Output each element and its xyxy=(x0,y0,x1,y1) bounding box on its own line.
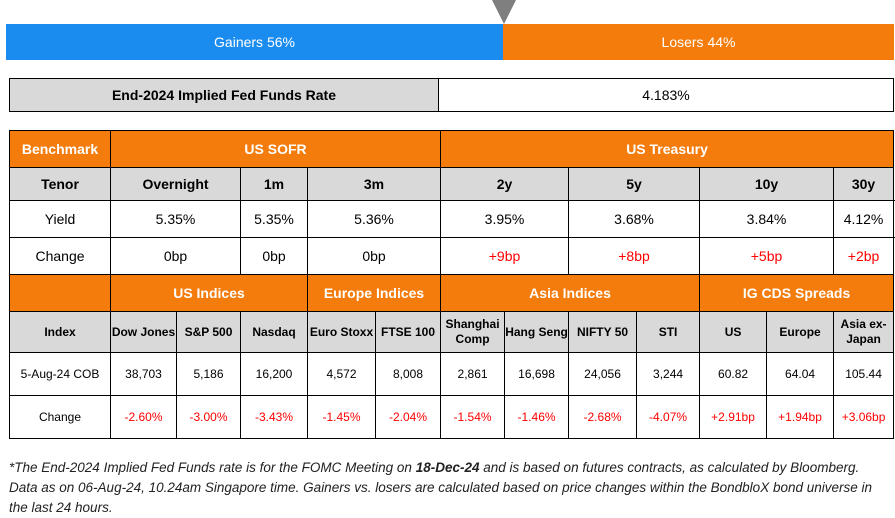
yield-3m: 5.36% xyxy=(308,201,441,238)
yield-30y: 4.12% xyxy=(834,201,894,238)
us-treasury-header: US Treasury xyxy=(441,131,894,168)
footnote-text-1: *The End-2024 Implied Fed Funds rate is for the FOMC Meeting on xyxy=(9,460,416,475)
index-hang-seng: Hang Seng xyxy=(505,312,569,353)
ig-cds-header: IG CDS Spreads xyxy=(700,275,894,312)
index-ftse-100: FTSE 100 xyxy=(376,312,441,353)
indices-corner xyxy=(10,275,111,312)
tenor-10y: 10y xyxy=(700,168,834,201)
indices-group-row xyxy=(10,275,894,312)
value-sti: 3,244 xyxy=(637,353,700,396)
europe-indices-header: Europe Indices xyxy=(308,275,441,312)
value-dow-jones: 38,703 xyxy=(111,353,177,396)
losers-segment: Losers 44% xyxy=(503,24,894,60)
us-sofr-header: US SOFR xyxy=(111,131,441,168)
tenor-label: Tenor xyxy=(10,168,111,201)
tenor-5y: 5y xyxy=(569,168,700,201)
change-30y: +2bp xyxy=(834,238,894,275)
change-1m: 0bp xyxy=(241,238,308,275)
tenor-overnight: Overnight xyxy=(111,168,241,201)
change-hang-seng: -1.46% xyxy=(505,396,569,439)
us-indices-header: US Indices xyxy=(111,275,308,312)
value-euro-stoxx: 4,572 xyxy=(308,353,376,396)
rate-change-label: Change xyxy=(10,238,111,275)
tenor-30y: 30y xyxy=(834,168,894,201)
value-hang-seng: 16,698 xyxy=(505,353,569,396)
tenor-1m: 1m xyxy=(241,168,308,201)
sentiment-pointer xyxy=(492,0,516,24)
change-cds-europe: +1.94bp xyxy=(767,396,834,439)
value-cds-europe: 64.04 xyxy=(767,353,834,396)
index-nasdaq: Nasdaq xyxy=(241,312,308,353)
index-date-label: 5-Aug-24 COB xyxy=(10,353,111,396)
yield-row xyxy=(10,201,894,238)
fed-funds-label: End-2024 Implied Fed Funds Rate xyxy=(10,79,439,112)
value-ftse-100: 8,008 xyxy=(376,353,441,396)
benchmark-label: Benchmark xyxy=(10,131,111,168)
index-euro-stoxx: Euro Stoxx xyxy=(308,312,376,353)
change-shanghai-comp: -1.54% xyxy=(441,396,505,439)
change-10y: +5bp xyxy=(700,238,834,275)
index-dow-jones: Dow Jones xyxy=(111,312,177,353)
tenor-2y: 2y xyxy=(441,168,569,201)
index-shanghai-comp: Shanghai Comp xyxy=(441,312,505,353)
footnote-text-2: and is based on futures contracts, as calculated by Bloomberg. Data as on 06-Aug-24, 10.24am Singapore time. Gainers vs. losers are calculated based on price changes within the BondbloX bond universe in the last 24 hours. xyxy=(9,460,873,515)
cds-us: US xyxy=(700,312,767,353)
change-nifty-50: -2.68% xyxy=(569,396,637,439)
fed-funds-table xyxy=(9,78,894,112)
value-shanghai-comp: 2,861 xyxy=(441,353,505,396)
yield-10y: 3.84% xyxy=(700,201,834,238)
change-sti: -4.07% xyxy=(637,396,700,439)
index-nifty-50: NIFTY 50 xyxy=(569,312,637,353)
gainers-losers-bar xyxy=(6,24,894,60)
cds-europe: Europe xyxy=(767,312,834,353)
change-3m: 0bp xyxy=(308,238,441,275)
index-label: Index xyxy=(10,312,111,353)
change-dow-jones: -2.60% xyxy=(111,396,177,439)
index-sti: STI xyxy=(637,312,700,353)
yield-overnight: 5.35% xyxy=(111,201,241,238)
index-sp500: S&P 500 xyxy=(177,312,241,353)
cds-asia-ex-japan: Asia ex-Japan xyxy=(834,312,894,353)
yield-2y: 3.95% xyxy=(441,201,569,238)
fed-funds-value: 4.183% xyxy=(439,79,894,112)
value-cds-us: 60.82 xyxy=(700,353,767,396)
index-change-row xyxy=(10,396,894,439)
benchmark-header-row xyxy=(10,131,894,168)
value-cds-asia-ex-japan: 105.44 xyxy=(834,353,894,396)
value-nifty-50: 24,056 xyxy=(569,353,637,396)
rate-change-row xyxy=(10,238,894,275)
value-sp500: 5,186 xyxy=(177,353,241,396)
footnote xyxy=(9,458,889,518)
index-change-label: Change xyxy=(10,396,111,439)
value-nasdaq: 16,200 xyxy=(241,353,308,396)
index-value-row xyxy=(10,353,894,396)
market-table xyxy=(9,130,894,439)
change-cds-asia-ex-japan: +3.06bp xyxy=(834,396,894,439)
asia-indices-header: Asia Indices xyxy=(441,275,700,312)
yield-label: Yield xyxy=(10,201,111,238)
change-nasdaq: -3.43% xyxy=(241,396,308,439)
change-2y: +9bp xyxy=(441,238,569,275)
change-overnight: 0bp xyxy=(111,238,241,275)
change-sp500: -3.00% xyxy=(177,396,241,439)
tenor-3m: 3m xyxy=(308,168,441,201)
tenor-row xyxy=(10,168,894,201)
gainers-segment: Gainers 56% xyxy=(6,24,503,60)
change-cds-us: +2.91bp xyxy=(700,396,767,439)
footnote-date: 18-Dec-24 xyxy=(415,460,480,475)
change-ftse-100: -2.04% xyxy=(376,396,441,439)
index-name-row xyxy=(10,312,894,353)
change-euro-stoxx: -1.45% xyxy=(308,396,376,439)
change-5y: +8bp xyxy=(569,238,700,275)
yield-5y: 3.68% xyxy=(569,201,700,238)
yield-1m: 5.35% xyxy=(241,201,308,238)
